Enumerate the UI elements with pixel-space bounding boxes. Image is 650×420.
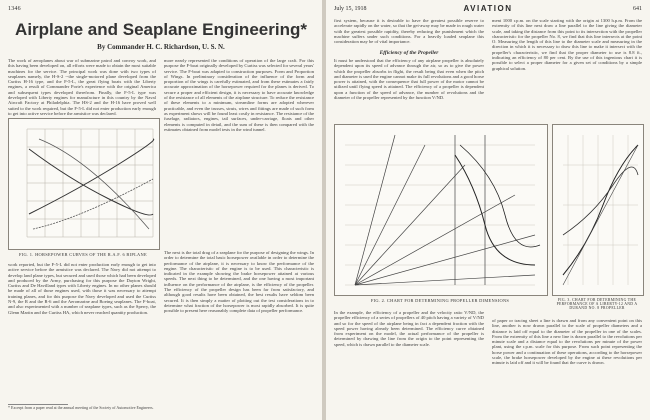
figure-1-caption: FIG. 1. HORSEPOWER CURVES OF THE R.A.F. 6 BIPLANE: [19, 252, 147, 257]
left-column-4: The next is the total drag of a seaplane for the purpose of designing the wings. In order to determine the total basic horsepower available in order to determine the performance of the airplane, it is necessary to know the performance of the engine. The characteristic of the engine is to be used. This characteristic is indicated in the example showing the brake horsepower attained at various speeds. The next thing to be determined, and the one having a most important influence on the performance of the airplane, is the efficiency of the propeller. The efficiency of the propeller design has been far from satisfactory, and although good results have been obtained, the best results have seldom been secured. It is then simply a matter of plotting out the test considerations in to determine what fraction of the horsepower is most rapidly absorbed. It is quite possible to present here reasonably complete data of propeller performance.: [164, 250, 314, 314]
figure-3-caption: FIG. 3. CHART FOR DETERMINING THE PERFORMANCE OF A LIBERTY-12 AND A DURAND NO. 8 PROPELLER: [556, 298, 638, 310]
article-byline: By Commander H. C. Richardson, U. S. N.: [97, 43, 225, 51]
page-number-left: 1346: [8, 6, 21, 12]
section-heading-propeller-efficiency: Efficiency of the Propeller: [379, 50, 439, 56]
right-column-3: ment 1000 r.p.m. on the scale starting with the origin at 1300 h.p.m. From the extremity of this line next draw a line parallel to the line giving the diameter scale, and taking the distance from this point to its intersection with the propeller characteristic for the propeller No. 8, we find that this line intersects at the point O. Measuring the length of this line to the diameter scale and measuring in the direction in which it is necessary to draw this line to make it intersect with the propeller's characteristic, we find that the proper diameter to use is 8.8 ft., indicating an efficiency of 80 per cent. By the use of this ingenious chart it is possible to select a proper diameter for a given set of conditions by a simple graphical solution.: [492, 18, 642, 71]
right-column-1: first system, because it is desirable to have the greatest possible reserve to accelerate rapidly on the water, so that the get-away may be made in rough water with the greatest possible rapidity, thereby reducing the punishment which the machine suffers under such conditions. For a heavily loaded seaplane this consideration may be of vital importance.: [334, 18, 484, 45]
footnote: * Excerpt from a paper read at the annual meeting of the Society of Automotive Engineers.: [8, 405, 154, 410]
page-number-right: 641: [633, 6, 642, 12]
left-column-1: The work of aeroplanes about war of submarine patrol and convoy work, and this having been developed on, all efforts were made to obtain the most suitable machines for the service. The principal work was done with two types of seaplanes namely, the H-S-2 --the single-motored plane developed from the Curtiss H-16 type, and the F-5-L, the great flying boats with the Liberty engines, a result of Commander Porte's experience with the original America and subsequent types developed therefrom. Finally, the F-5-L type was developed with Liberty engines for manufacture in this country by the Naval Aircraft Factory at Philadelphia. The HS-2 and the H-16 have proved well suited to the work required, but the F-5-L did not enter production early enough to get into active service before the armistice was declared.: [8, 58, 156, 116]
figure-2-graphic: [335, 125, 547, 295]
right-column-2: It must be understood that the efficiency of any airplane propeller is absolutely dependent upon its speed of advance through the air, so as to give the power which the propeller absorbs in flight, the result being that even when the pitch and diameter is used the engine cannot make its full revolutions and a good horse power is attained, with the consequence that full power of the motor cannot be utilized until flying speed is attained. The efficiency of a propeller is dependent upon a function of the speed of advance, the number of revolutions and the diameter of the propeller represented by the function V/ND.: [334, 58, 484, 101]
article-title: Airplane and Seaplane Engineering*: [15, 20, 307, 39]
left-column-3: work reported, but the F-5-L did not enter production early enough to get into active service before the armistice was declared. The Navy did not attempt to develop land plane types, but secured and used those which had been developed and produced by the Army, purchasing for this purpose the Dayton Wright, Curtiss and De Havilland types with Liberty engines. In no other planes should be made of all of those engines used, with those it was necessary to attempt training planes, and for this purpose the Navy developed and used the Curtiss N-9, the R and the R-6 and the Aeromarine and Boeing seaplanes. The F-boat, and also experimented with a number of seaplane types, such as the Sperry, the Glenn Martin and the Curtiss HA, which never reached quantity production.: [8, 262, 156, 315]
figure-3-graphic: [553, 125, 643, 295]
right-page: [326, 0, 650, 420]
right-column-5: of paper or tracing sheet a line is drawn and from any convenient point on this line, another is now drawn parallel to the scale of propeller diameters and a distance is laid off equal to the diameter of the propeller in one of the scales. From the extremity of this line a new line is drawn parallel to the revolutions per minute scale and a distance equal to the revolutions per minute of the power plant, using the r.p.m. scale for this purpose. From such point representing the horse power and a continuation of these operations, according to the horsepower scale, the brake horsepower developed by the engine at these revolutions per minute is laid off and it will be found that the curve is drawn.: [492, 318, 642, 366]
issue-date: July 15, 1918: [334, 6, 367, 12]
left-column-2: more nearly represented the conditions of operation of the large craft. For this purpose the F-boat originally developed by Curtiss was selected for several years' service. The F-boat was adapted to construction purposes. Form and Proportion of Wings. In preliminary consideration of the influence of the form and proportion of the wings is carefully estimated, and from these estimates a fairly accurate approximation of the horsepower required for the planes is derived. To secure a proper and efficient design, it is necessary to have accurate knowledge of the resistance of all elements of the airplane structure. To reduce the resistance of these elements to a minimum, streamline forms are adopted wherever practicable, and even the trusses, struts, wires and fittings are made of such form as experiment shows will be found least costly in resistance. The resistance of the fuselage, radiators, engines, tail surfaces, under-carriage, floats and other elements is computed in detail, and the sum of these is then compared with the estimates obtained from model tests in the wind tunnel.: [164, 58, 314, 132]
magazine-name: AVIATION: [463, 4, 513, 13]
figure-3-performance-chart: [552, 124, 644, 296]
left-page: [0, 0, 322, 420]
figure-1-horsepower-chart: [8, 118, 160, 250]
right-column-4: In the example, the efficiency of a propeller and the velocity ratio V/ND, the propeller efficiency of a series of propellers of 40 pitch having a variety of V/ND and so for the speed of the airplane being in fact a dependent fraction with the speed power having already been determined. The efficiency curve obtained from experiment on the model, the actual performance of the propeller is determined by drawing the line from the origin to the point representing the speed, which is drawn parallel to the diameter scale.: [334, 310, 484, 347]
figure-2-caption: FIG. 2. CHART FOR DETERMINING PROPELLER DIMENSIONS: [370, 298, 510, 303]
figure-2-propeller-chart: [334, 124, 548, 296]
figure-1-graphic: [9, 119, 159, 249]
